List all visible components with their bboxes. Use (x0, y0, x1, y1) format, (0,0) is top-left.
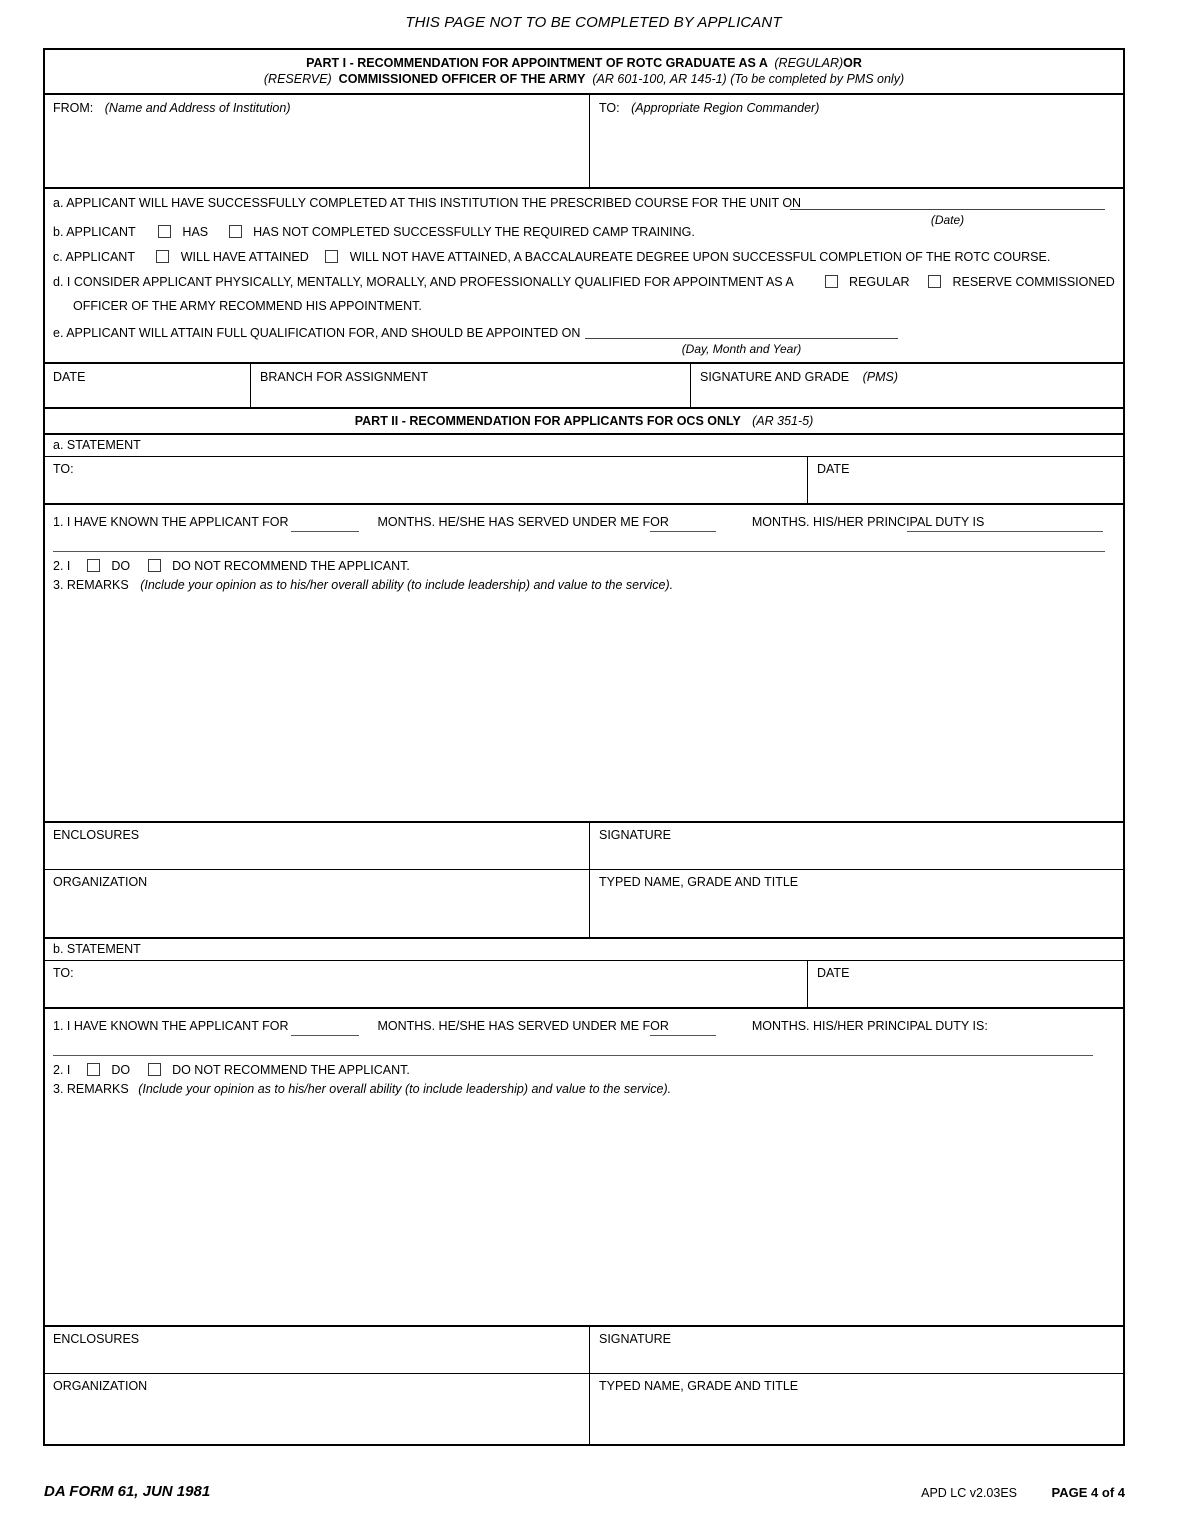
item-d-row (53, 275, 1115, 289)
statement-b-item2-prefix: 2. I (53, 1063, 71, 1077)
statement-b-do-checkbox[interactable] (87, 1063, 100, 1076)
to-label: TO: (599, 101, 620, 115)
part2-heading-ref: (AR 351-5) (752, 414, 814, 428)
item-c-will-not-have-checkbox[interactable] (325, 250, 338, 263)
date-branch-divider (250, 364, 251, 407)
part2-heading-main: PART II - RECOMMENDATION FOR APPLICANTS FOR OCS ONLY (354, 414, 741, 428)
statement-b-item1-row (45, 1009, 1123, 1061)
part1-signature-row (45, 364, 1123, 409)
statement-a-item2-prefix: 2. I (53, 559, 71, 573)
part1-heading-line1-main: PART I - RECOMMENDATION FOR APPOINTMENT OF ROTC GRADUATE AS A (306, 56, 768, 70)
statement-b-to-date-divider (807, 961, 808, 1007)
part1-heading-or: OR (843, 56, 862, 70)
item-d-reserve-checkbox[interactable] (928, 275, 941, 288)
statement-a-item1-row (45, 505, 1123, 557)
item-d-line2: OFFICER OF THE ARMY RECOMMEND HIS APPOINTMENT. (73, 299, 422, 313)
statement-b-to-field[interactable]: TO: (53, 966, 74, 980)
item-c-will-have-label: WILL HAVE ATTAINED (180, 250, 309, 264)
item-e-date-caption: (Day, Month and Year) (681, 342, 802, 356)
statement-b-do-label: DO (111, 1063, 131, 1077)
statement-a-do-not-checkbox[interactable] (148, 559, 161, 572)
item-d-text: d. I CONSIDER APPLICANT PHYSICALLY, MENTALLY, MORALLY, AND PROFESSIONALLY QUALIFIED FOR APPOINTMENT AS A (53, 275, 794, 289)
statement-a-to-date-row (45, 457, 1123, 505)
statement-a-to-date-divider (807, 457, 808, 503)
branch-signature-divider (690, 364, 691, 407)
from-hint: (Name and Address of Institution) (104, 101, 291, 115)
statement-b-item1-part3: MONTHS. HIS/HER PRINCIPAL DUTY IS: (751, 1019, 988, 1033)
from-label: FROM: (53, 101, 94, 115)
statement-b-to-date-row (45, 961, 1123, 1009)
statement-a-organization-divider (589, 870, 590, 937)
statement-a-to-field[interactable]: TO: (53, 462, 74, 476)
form-footer (43, 1483, 1125, 1505)
statement-a-label: a. STATEMENT (53, 438, 141, 452)
statement-b-organization-divider (589, 1374, 590, 1444)
statement-a-months1-blank[interactable] (291, 531, 359, 532)
item-b-has-checkbox[interactable] (158, 225, 171, 238)
statement-b-remarks-hint: (Include your opinion as to his/her overall ability (to include leadership) and value to the service). (138, 1082, 672, 1096)
item-a-date-blank[interactable] (790, 209, 1105, 210)
item-e-date-blank[interactable] (585, 338, 898, 339)
part1-heading-ref: (AR 601-100, AR 145-1) (To be completed by PMS only) (592, 72, 905, 86)
part1-items-block (45, 189, 1123, 364)
statement-a-do-label: DO (111, 559, 131, 573)
statement-b-organization-field[interactable]: ORGANIZATION (53, 1379, 148, 1393)
page-top-note: THIS PAGE NOT TO BE COMPLETED BY APPLICANT (405, 14, 782, 31)
item-d-regular-checkbox[interactable] (825, 275, 838, 288)
part1-heading-line1 (306, 56, 862, 70)
part1-branch-field[interactable]: BRANCH FOR ASSIGNMENT (260, 370, 429, 384)
statement-b-enclosures-divider (589, 1327, 590, 1373)
apd-version: APD LC v2.03ES (921, 1486, 1017, 1500)
from-field[interactable] (45, 95, 291, 115)
statement-a-item2-text (53, 559, 410, 573)
statement-a-signature-field[interactable]: SIGNATURE (599, 828, 671, 842)
item-c-row (53, 250, 1050, 264)
part1-signature-field[interactable] (692, 364, 898, 384)
form-identifier: DA FORM 61, JUN 1981 (44, 1483, 211, 1500)
statement-b-signature-field[interactable]: SIGNATURE (599, 1332, 671, 1346)
statement-a-enclosures-divider (589, 823, 590, 869)
statement-b-do-not-label: DO NOT RECOMMEND THE APPLICANT. (172, 1063, 410, 1077)
statement-b-item1-part1: 1. I HAVE KNOWN THE APPLICANT FOR (53, 1019, 289, 1033)
statement-b-date-field[interactable]: DATE (817, 966, 850, 980)
statement-b-enclosures-field[interactable]: ENCLOSURES (53, 1332, 140, 1346)
item-c-will-have-checkbox[interactable] (156, 250, 169, 263)
statement-b-item2-text (53, 1063, 410, 1077)
statement-a-months2-blank[interactable] (650, 531, 716, 532)
statement-a-remarks-label: 3. REMARKS (53, 578, 129, 592)
statement-a-item3-text (53, 579, 673, 592)
statement-b-organization-row (45, 1374, 1123, 1444)
statement-b-label: b. STATEMENT (53, 942, 141, 956)
statement-a-duty-blank-line2[interactable] (53, 551, 1105, 552)
statement-a-date-field[interactable]: DATE (817, 462, 850, 476)
item-a-date-caption: (Date) (930, 213, 965, 227)
statement-b-do-not-checkbox[interactable] (148, 1063, 161, 1076)
statement-a-organization-field[interactable]: ORGANIZATION (53, 875, 148, 889)
item-b-row (53, 225, 695, 239)
from-to-divider (589, 95, 590, 187)
statement-a-duty-blank[interactable] (907, 531, 1103, 532)
statement-a-enclosures-row (45, 823, 1123, 870)
statement-b-header (45, 939, 1123, 961)
statement-b-item3-text (53, 1083, 671, 1096)
item-b-has-not-label: HAS NOT COMPLETED SUCCESSFULLY THE REQUIRED CAMP TRAINING. (253, 225, 695, 239)
page-number: PAGE 4 of 4 (1051, 1485, 1125, 1500)
statement-a-remarks-row[interactable] (45, 577, 1123, 823)
part1-heading-line2 (264, 72, 904, 86)
statement-b-remarks-row[interactable] (45, 1081, 1123, 1327)
statement-a-do-not-label: DO NOT RECOMMEND THE APPLICANT. (172, 559, 410, 573)
part1-date-field[interactable]: DATE (53, 370, 86, 384)
statement-b-duty-blank-line2[interactable] (53, 1055, 1093, 1056)
statement-b-months1-blank[interactable] (291, 1035, 359, 1036)
statement-a-item1-part1: 1. I HAVE KNOWN THE APPLICANT FOR (53, 515, 289, 529)
statement-a-do-checkbox[interactable] (87, 559, 100, 572)
item-d-regular-label: REGULAR (849, 275, 910, 289)
part2-heading (45, 409, 1123, 435)
statement-b-typed-name-field[interactable]: TYPED NAME, GRADE AND TITLE (599, 1379, 799, 1393)
part1-signature-label: SIGNATURE AND GRADE (700, 370, 850, 384)
statement-a-item1-text (53, 516, 984, 529)
statement-b-item1-text (53, 1020, 988, 1033)
statement-a-enclosures-field[interactable]: ENCLOSURES (53, 828, 140, 842)
statement-b-item2-row (45, 1061, 1123, 1081)
statement-a-header (45, 435, 1123, 457)
statement-a-item1-part3: MONTHS. HIS/HER PRINCIPAL DUTY IS (751, 515, 985, 529)
statement-a-organization-row (45, 870, 1123, 939)
part1-signature-hint: (PMS) (862, 370, 899, 384)
part1-heading (45, 50, 1123, 95)
to-field[interactable] (591, 95, 819, 115)
part1-heading-commissioned: COMMISSIONED OFFICER OF THE ARMY (338, 72, 586, 86)
item-d-reserve-label: RESERVE COMMISSIONED (952, 275, 1115, 289)
statement-b-remarks-label: 3. REMARKS (53, 1082, 129, 1096)
statement-a-remarks-hint: (Include your opinion as to his/her overall ability (to include leadership) and value to the service). (140, 578, 674, 592)
statement-b-item1-part2: MONTHS. HE/SHE HAS SERVED UNDER ME FOR (377, 1019, 669, 1033)
item-b-has-not-checkbox[interactable] (229, 225, 242, 238)
statement-a-item1-part2: MONTHS. HE/SHE HAS SERVED UNDER ME FOR (377, 515, 669, 529)
item-c-will-not-have-label: WILL NOT HAVE ATTAINED, A BACCALAUREATE DEGREE UPON SUCCESSFUL COMPLETION OF THE ROTC COURSE. (349, 250, 1051, 264)
from-to-row (45, 95, 1123, 189)
item-e-text: e. APPLICANT WILL ATTAIN FULL QUALIFICATION FOR, AND SHOULD BE APPOINTED ON (53, 326, 581, 340)
statement-a-item2-row (45, 557, 1123, 577)
statement-b-enclosures-row (45, 1327, 1123, 1374)
item-b-prefix: b. APPLICANT (53, 225, 136, 239)
part1-heading-reserve: (RESERVE) (263, 72, 332, 86)
statement-a-typed-name-field[interactable]: TYPED NAME, GRADE AND TITLE (599, 875, 799, 889)
part1-heading-regular: (REGULAR) (774, 56, 844, 70)
item-b-has-label: HAS (182, 225, 209, 239)
form-frame (43, 48, 1125, 1446)
to-hint: (Appropriate Region Commander) (631, 101, 820, 115)
item-c-prefix: c. APPLICANT (53, 250, 135, 264)
statement-b-months2-blank[interactable] (650, 1035, 716, 1036)
item-a-text: a. APPLICANT WILL HAVE SUCCESSFULLY COMPLETED AT THIS INSTITUTION THE PRESCRIBED COURSE FOR THE UNIT ON (53, 196, 802, 210)
